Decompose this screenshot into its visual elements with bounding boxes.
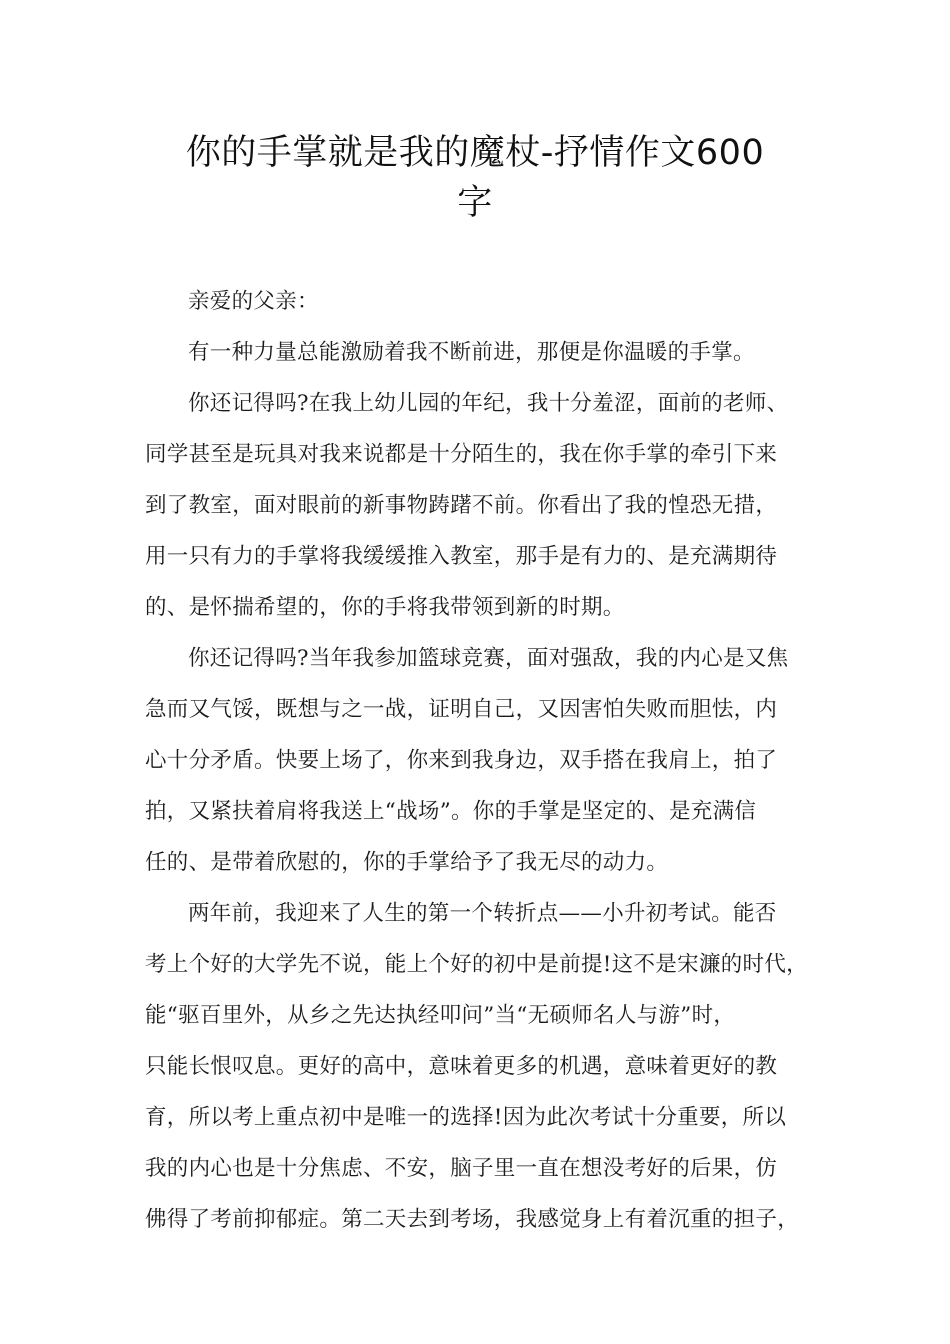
body-line: 考上个好的大学先不说，能上个好的初中是前提!这不是宋濂的时代， xyxy=(145,952,808,977)
body-line: 同学甚至是玩具对我来说都是十分陌生的，我在你手掌的牵引下来 xyxy=(145,442,778,467)
title-line-2: 字 xyxy=(457,183,493,223)
body-line: 我的内心也是十分焦虑、不安，脑子里一直在想没考好的后果，仿 xyxy=(145,1156,778,1181)
body-line: 育，所以考上重点初中是唯一的选择!因为此次考试十分重要，所以 xyxy=(145,1105,787,1130)
body-line: 到了教室，面对眼前的新事物踌躇不前。你看出了我的惶恐无措， xyxy=(145,493,778,518)
body-line: 用一只有力的手掌将我缓缓推入教室，那手是有力的、是充满期待 xyxy=(145,544,778,569)
body-line: 任的、是带着欣慰的，你的手掌给予了我无尽的动力。 xyxy=(145,850,669,875)
body-line: 急而又气馁，既想与之一战，证明自己，又因害怕失败而胆怯，内 xyxy=(145,697,778,722)
body-line: 佛得了考前抑郁症。第二天去到考场，我感觉身上有着沉重的担子， xyxy=(145,1207,800,1232)
document-title xyxy=(120,128,830,228)
body-line: 只能长恨叹息。更好的高中，意味着更多的机遇，意味着更好的教 xyxy=(145,1054,778,1079)
body-line: 你还记得吗?在我上幼儿园的年纪，我十分羞涩，面前的老师、 xyxy=(188,391,789,416)
body-line: 两年前，我迎来了人生的第一个转折点——小升初考试。能否 xyxy=(188,901,777,926)
body-line: 能“驱百里外，从乡之先达执经叩问”当“无硕师名人与游”时， xyxy=(145,1003,736,1028)
body-line: 心十分矛盾。快要上场了，你来到我身边，双手搭在我肩上，拍了 xyxy=(145,748,778,773)
document-body xyxy=(145,276,825,1245)
body-line: 拍，又紧扶着肩将我送上“战场”。你的手掌是坚定的、是充满信 xyxy=(145,799,757,824)
body-line: 亲爱的父亲： xyxy=(188,289,319,314)
body-line: 的、是怀揣希望的，你的手将我带领到新的时期。 xyxy=(145,595,625,620)
title-line-1: 你的手掌就是我的魔杖-抒情作文600 xyxy=(185,133,765,173)
body-line: 你还记得吗?当年我参加篮球竞赛，面对强敌，我的内心是又焦 xyxy=(188,646,789,671)
body-line: 有一种力量总能激励着我不断前进，那便是你温暖的手掌。 xyxy=(188,340,755,365)
